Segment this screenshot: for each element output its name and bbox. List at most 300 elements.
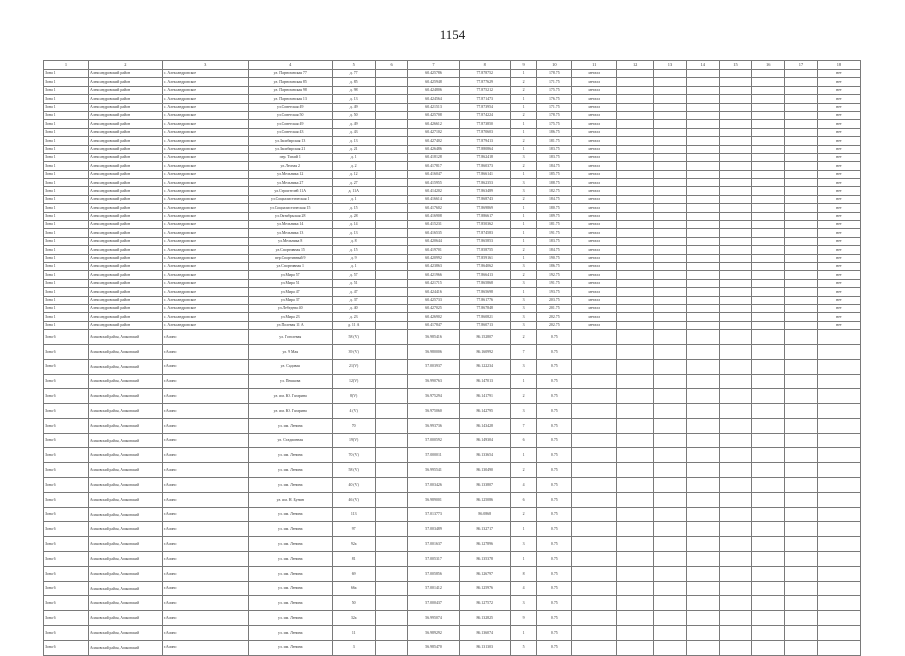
table-row	[44, 478, 861, 493]
table-cell	[752, 566, 785, 581]
table-cell	[686, 522, 719, 537]
table-cell: г.Асино	[162, 581, 248, 596]
table-cell: нет	[817, 212, 860, 220]
table-cell	[719, 279, 752, 287]
table-cell	[572, 404, 617, 419]
table-cell: Зона 6	[44, 418, 89, 433]
table-cell: 81	[332, 552, 375, 567]
table-cell: 2	[510, 86, 537, 94]
table-cell: с. Александровское	[162, 179, 248, 187]
table-cell: 191.75	[537, 229, 572, 237]
table-cell: 6	[510, 433, 537, 448]
table-cell: с. Александровское	[162, 70, 248, 78]
table-cell: ул.Мира 23	[248, 313, 332, 321]
table-cell	[752, 448, 785, 463]
table-cell	[719, 522, 752, 537]
table-cell	[686, 137, 719, 145]
table-cell	[654, 359, 687, 374]
table-cell	[719, 246, 752, 254]
table-cell: г.Асино	[162, 404, 248, 419]
table-cell: 86.136074	[459, 626, 510, 641]
table-cell	[719, 304, 752, 312]
table-cell: 2	[510, 111, 537, 119]
table-cell: 8(V)	[332, 389, 375, 404]
table-cell	[572, 492, 617, 507]
table-cell	[719, 566, 752, 581]
table-cell: Александровский район	[89, 120, 163, 128]
table-cell: нет	[817, 86, 860, 94]
table-row	[44, 78, 861, 86]
table-cell	[686, 626, 719, 641]
table-cell	[752, 507, 785, 522]
table-cell: нет	[817, 221, 860, 229]
table-cell: Асиновский район, Асиновский	[89, 404, 163, 419]
table-cell	[617, 111, 654, 119]
table-cell: металл	[572, 313, 617, 321]
table-cell: 86.131303	[459, 640, 510, 655]
table-cell	[617, 204, 654, 212]
table-cell: Асиновский район, Асиновский	[89, 359, 163, 374]
table-row	[44, 581, 861, 596]
table-cell	[686, 566, 719, 581]
table-cell	[719, 611, 752, 626]
table-cell	[686, 111, 719, 119]
table-cell: 86.125976	[459, 581, 510, 596]
table-cell: металл	[572, 229, 617, 237]
table-cell	[617, 448, 654, 463]
table-cell: с. Александровское	[162, 195, 248, 203]
table-cell	[817, 537, 860, 552]
table-cell: 1	[510, 128, 537, 136]
table-cell: металл	[572, 288, 617, 296]
table-cell: 77.860713	[459, 321, 510, 329]
table-cell: Зона 1	[44, 229, 89, 237]
table-cell: г.Асино	[162, 552, 248, 567]
table-cell: 1	[510, 288, 537, 296]
table-cell: ул. им. Ленина	[248, 448, 332, 463]
table-cell: 0.75	[537, 433, 572, 448]
table-cell	[785, 321, 818, 329]
table-cell: с. Александровское	[162, 95, 248, 103]
table-cell: ул.Октябрьская 28	[248, 212, 332, 220]
table-cell: 184.75	[537, 195, 572, 203]
table-cell: 2	[510, 463, 537, 478]
table-cell	[375, 120, 408, 128]
table-cell: д. 8	[332, 237, 375, 245]
table-cell: ул.Спортивная 1	[248, 262, 332, 270]
table-cell	[785, 195, 818, 203]
page-number: 1154	[439, 27, 466, 42]
table-cell: 180.75	[537, 204, 572, 212]
table-cell	[375, 522, 408, 537]
table-cell: Асиновский район, Асиновский	[89, 522, 163, 537]
table-cell	[654, 254, 687, 262]
table-cell: 60.414202	[408, 187, 459, 195]
table-cell: 1	[510, 229, 537, 237]
table-row	[44, 187, 861, 195]
table-cell: ул.Полевая 11 А	[248, 321, 332, 329]
table-cell: Зона 6	[44, 478, 89, 493]
table-cell: 0.75	[537, 448, 572, 463]
table-cell: 77.867848	[459, 304, 510, 312]
table-cell: с. Александровское	[162, 254, 248, 262]
table-cell: 1	[510, 221, 537, 229]
table-cell: с. Александровское	[162, 162, 248, 170]
table-cell: ул. им. Ленина	[248, 463, 332, 478]
table-cell: ул.Советская 50	[248, 111, 332, 119]
table-cell: Асиновский район, Асиновский	[89, 492, 163, 507]
table-row	[44, 463, 861, 478]
table-row	[44, 313, 861, 321]
table-cell	[375, 170, 408, 178]
table-cell	[375, 237, 408, 245]
column-number-cell: 9	[510, 61, 537, 70]
table-cell: ул. им. Ленина	[248, 418, 332, 433]
table-row	[44, 433, 861, 448]
table-cell	[572, 389, 617, 404]
table-cell	[785, 374, 818, 389]
table-cell: 3	[510, 596, 537, 611]
table-cell	[817, 640, 860, 655]
table-cell: 0.75	[537, 404, 572, 419]
table-cell: Зона 6	[44, 359, 89, 374]
table-cell	[617, 145, 654, 153]
table-cell: ул. им. Ленина	[248, 640, 332, 655]
table-cell: ул.Мельника 14	[248, 221, 332, 229]
table-cell	[617, 153, 654, 161]
table-cell	[719, 296, 752, 304]
column-number-cell: 13	[654, 61, 687, 70]
table-cell: 86.141791	[459, 389, 510, 404]
table-cell	[654, 204, 687, 212]
table-cell: 57.005317	[408, 552, 459, 567]
table-cell: с. Александровское	[162, 271, 248, 279]
table-cell: 69	[332, 566, 375, 581]
table-row	[44, 212, 861, 220]
table-cell	[617, 344, 654, 359]
table-cell: 60.417817	[408, 162, 459, 170]
table-cell: г.Асино	[162, 537, 248, 552]
table-row	[44, 374, 861, 389]
table-cell	[686, 271, 719, 279]
table-cell	[785, 212, 818, 220]
table-cell: ул. им. Ленина	[248, 596, 332, 611]
table-cell	[785, 566, 818, 581]
table-cell: д. 27	[332, 179, 375, 187]
table-cell	[375, 195, 408, 203]
table-cell: 176.75	[537, 95, 572, 103]
table-cell: 56.980006	[408, 344, 459, 359]
table-cell	[785, 70, 818, 78]
table-cell: Зона 1	[44, 120, 89, 128]
table-cell: 86.149304	[459, 433, 510, 448]
table-cell	[375, 344, 408, 359]
table-cell: металл	[572, 95, 617, 103]
column-number-cell: 16	[752, 61, 785, 70]
table-cell: Александровский район	[89, 279, 163, 287]
table-cell	[785, 626, 818, 641]
table-cell: ул. Пешкова	[248, 374, 332, 389]
table-cell	[686, 296, 719, 304]
table-cell: с. Александровское	[162, 288, 248, 296]
table-cell	[785, 262, 818, 270]
table-row	[44, 229, 861, 237]
table-row	[44, 626, 861, 641]
table-cell: ул.Мира 37	[248, 296, 332, 304]
table-cell	[719, 221, 752, 229]
table-cell: Александровский район	[89, 137, 163, 145]
table-cell: д. 15	[332, 204, 375, 212]
table-cell	[617, 137, 654, 145]
table-cell	[785, 492, 818, 507]
table-cell	[686, 404, 719, 419]
table-cell	[752, 596, 785, 611]
table-cell: ул.Засибирская 13	[248, 137, 332, 145]
table-row	[44, 120, 861, 128]
table-cell: 2	[510, 137, 537, 145]
table-cell: Зона 1	[44, 304, 89, 312]
table-cell: 57.005856	[408, 566, 459, 581]
table-cell: пер.Спортивный 9	[248, 254, 332, 262]
table-cell: 77.859161	[459, 254, 510, 262]
table-cell: Зона 6	[44, 330, 89, 345]
table-cell: металл	[572, 246, 617, 254]
table-cell: 1	[510, 120, 537, 128]
table-cell	[686, 492, 719, 507]
table-cell: 66а	[332, 581, 375, 596]
table-cell	[785, 596, 818, 611]
table-cell	[785, 162, 818, 170]
table-cell: ул. им. Н. Бунин	[248, 492, 332, 507]
table-cell: Александровский район	[89, 271, 163, 279]
table-cell: Зона 1	[44, 179, 89, 187]
table-cell: 58 (V)	[332, 463, 375, 478]
table-cell	[375, 478, 408, 493]
table-cell: 0.75	[537, 344, 572, 359]
table-row	[44, 70, 861, 78]
table-cell: д. 40	[332, 304, 375, 312]
table-cell: с. Александровское	[162, 204, 248, 212]
table-cell: Александровский район	[89, 321, 163, 329]
table-cell: 86.127572	[459, 596, 510, 611]
table-cell: Зона 1	[44, 145, 89, 153]
table-cell: 0.75	[537, 640, 572, 655]
table-cell: ул.Мельника 13	[248, 229, 332, 237]
table-cell	[719, 433, 752, 448]
table-cell	[686, 170, 719, 178]
table-cell: нет	[817, 288, 860, 296]
table-cell: Александровский район	[89, 204, 163, 212]
table-cell	[617, 229, 654, 237]
table-cell	[719, 330, 752, 345]
table-cell	[375, 111, 408, 119]
table-cell	[785, 279, 818, 287]
table-cell	[785, 522, 818, 537]
table-cell: г.Асино	[162, 359, 248, 374]
table-cell	[572, 552, 617, 567]
table-cell: с. Александровское	[162, 304, 248, 312]
table-cell	[817, 433, 860, 448]
table-cell: металл	[572, 187, 617, 195]
table-cell: Зона 1	[44, 271, 89, 279]
table-cell: 77.863489	[459, 187, 510, 195]
table-cell: Зона 1	[44, 162, 89, 170]
table-cell	[785, 433, 818, 448]
table-cell	[785, 507, 818, 522]
table-cell: 77.850362	[459, 221, 510, 229]
table-cell	[686, 448, 719, 463]
table-cell: нет	[817, 153, 860, 161]
table-cell	[785, 179, 818, 187]
table-cell: 3	[510, 537, 537, 552]
table-cell: 77.886617	[459, 212, 510, 220]
table-cell	[617, 179, 654, 187]
table-cell: Александровский район	[89, 288, 163, 296]
table-cell: Зона 6	[44, 611, 89, 626]
table-cell	[752, 404, 785, 419]
table-cell: нет	[817, 187, 860, 195]
table-cell	[375, 95, 408, 103]
table-cell: Зона 1	[44, 78, 89, 86]
table-cell: 0.75	[537, 522, 572, 537]
table-cell	[654, 153, 687, 161]
table-cell	[752, 78, 785, 86]
table-cell	[752, 237, 785, 245]
table-cell	[752, 137, 785, 145]
table-cell	[654, 522, 687, 537]
table-cell	[785, 120, 818, 128]
table-cell	[654, 640, 687, 655]
table-cell: Зона 1	[44, 103, 89, 111]
table-cell	[686, 195, 719, 203]
table-cell: 0.75	[537, 596, 572, 611]
table-cell: с. Александровское	[162, 111, 248, 119]
table-cell	[572, 537, 617, 552]
table-cell	[686, 552, 719, 567]
table-cell: д. 1	[332, 153, 375, 161]
table-cell: г.Асино	[162, 566, 248, 581]
table-cell: 0.75	[537, 330, 572, 345]
table-cell: 1	[510, 552, 537, 567]
table-cell: 60.424416	[408, 288, 459, 296]
table-cell	[752, 626, 785, 641]
table-cell: 60.420992	[408, 254, 459, 262]
table-cell	[617, 433, 654, 448]
table-cell: 56.985470	[408, 640, 459, 655]
table-cell: 57.003937	[408, 359, 459, 374]
table-cell: Асиновский район, Асиновский	[89, 596, 163, 611]
table-cell	[752, 279, 785, 287]
table-cell: ул.Социалистическая 1	[248, 195, 332, 203]
table-cell: 56.995541	[408, 463, 459, 478]
table-cell	[785, 552, 818, 567]
table-row	[44, 279, 861, 287]
table-cell	[617, 86, 654, 94]
table-cell: 77.866413	[459, 271, 510, 279]
table-cell: с. Александровское	[162, 313, 248, 321]
table-cell: 86.127896	[459, 537, 510, 552]
table-cell: д. 49	[332, 120, 375, 128]
table-cell	[817, 463, 860, 478]
table-cell	[785, 344, 818, 359]
table-cell: 56.989001	[408, 492, 459, 507]
table-cell: Александровский район	[89, 111, 163, 119]
table-cell: д. 51	[332, 279, 375, 287]
table-cell: Александровский район	[89, 153, 163, 161]
table-cell	[617, 128, 654, 136]
table-cell: г.Асино	[162, 478, 248, 493]
table-cell: 0.75	[537, 463, 572, 478]
table-cell: 77.874224	[459, 111, 510, 119]
table-cell	[785, 581, 818, 596]
table-cell	[375, 86, 408, 94]
table-cell	[686, 120, 719, 128]
table-cell	[654, 70, 687, 78]
table-cell	[375, 246, 408, 254]
column-number-cell: 17	[785, 61, 818, 70]
table-cell	[654, 170, 687, 178]
table-cell: 86.132717	[459, 522, 510, 537]
table-row	[44, 221, 861, 229]
table-cell: ул.Советская 43	[248, 128, 332, 136]
table-cell: нет	[817, 120, 860, 128]
table-cell: д. 9	[332, 254, 375, 262]
table-cell: 60.424806	[408, 86, 459, 94]
table-cell: 77.874583	[459, 229, 510, 237]
table-cell: Зона 1	[44, 111, 89, 119]
table-cell	[617, 537, 654, 552]
table-cell	[817, 389, 860, 404]
table-cell	[817, 330, 860, 345]
table-cell: г.Асино	[162, 344, 248, 359]
table-row	[44, 137, 861, 145]
table-cell	[572, 522, 617, 537]
table-cell	[654, 86, 687, 94]
table-cell	[375, 359, 408, 374]
table-cell: 3	[510, 153, 537, 161]
table-cell	[572, 581, 617, 596]
table-cell: Александровский район	[89, 187, 163, 195]
table-row	[44, 507, 861, 522]
table-cell: д. 57	[332, 271, 375, 279]
table-cell: д. 77	[332, 70, 375, 78]
table-cell	[719, 262, 752, 270]
table-cell	[617, 95, 654, 103]
table-cell: 60.420644	[408, 237, 459, 245]
table-cell	[686, 179, 719, 187]
table-cell: ул.Мира 47	[248, 288, 332, 296]
table-cell	[752, 271, 785, 279]
table-cell: 185.75	[537, 170, 572, 178]
table-cell	[719, 359, 752, 374]
table-cell: г.Асино	[162, 463, 248, 478]
table-row	[44, 179, 861, 187]
table-cell: 77.869869	[459, 204, 510, 212]
table-cell: нет	[817, 204, 860, 212]
table-cell	[686, 433, 719, 448]
table-cell	[617, 552, 654, 567]
table-cell: 182.75	[537, 187, 572, 195]
table-cell: 57.000011	[408, 448, 459, 463]
table-cell: Зона 1	[44, 313, 89, 321]
table-cell: 77.862418	[459, 153, 510, 161]
table-cell: ул. им. Ленина	[248, 537, 332, 552]
table-cell	[719, 137, 752, 145]
table-cell: 175.75	[537, 86, 572, 94]
table-cell	[719, 237, 752, 245]
table-row	[44, 170, 861, 178]
table-cell	[785, 137, 818, 145]
